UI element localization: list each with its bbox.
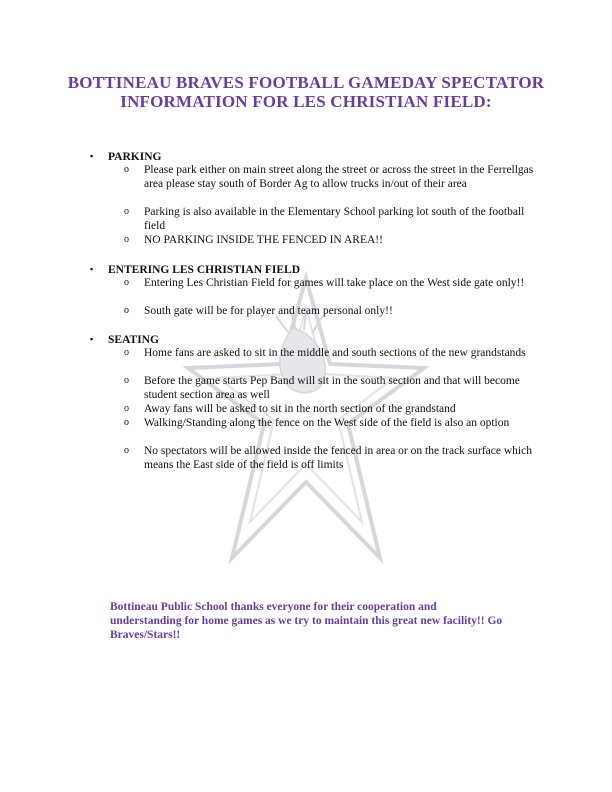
list-item (124, 205, 544, 233)
circle-bullet-icon: o (124, 417, 129, 428)
page-title-line-2: INFORMATION FOR LES CHRISTIAN FIELD: (120, 92, 492, 111)
list-item-text: Walking/Standing along the fence on the West side of the field is also an option (144, 417, 510, 429)
circle-bullet-icon: o (124, 164, 129, 175)
section-heading-parking (90, 149, 161, 164)
circle-bullet-icon: o (124, 375, 129, 386)
list-item (124, 402, 544, 416)
list-item (124, 304, 544, 318)
list-item-text: Home fans are asked to sit in the middle and south sections of the new grandstands (144, 347, 526, 359)
list-item (124, 416, 544, 430)
list-item-text: Before the game starts Pep Band will sit in the south section and that will become student section area as well (144, 375, 520, 401)
page-title (40, 73, 572, 111)
list-item-text: No spectators will be allowed inside the fenced in area or on the track surface which means the East side of the field is off limits (144, 445, 532, 471)
circle-bullet-icon: o (124, 277, 129, 288)
list-item-text: Parking is also available in the Elementary School parking lot south of the football field (144, 206, 525, 232)
list-item-text: Away fans will be asked to sit in the north section of the grandstand (144, 403, 456, 415)
circle-bullet-icon: o (124, 403, 129, 414)
list-item-text: South gate will be for player and team personal only!! (144, 305, 393, 317)
section-bullet-icon: ▪ (90, 151, 94, 161)
list-item (124, 163, 544, 191)
list-item-text: NO PARKING INSIDE THE FENCED IN AREA!! (144, 234, 383, 246)
list-item-text: Please park either on main street along the street or across the street in the Ferrellgas area please stay south of Border Ag to allow trucks in/out of their area (144, 164, 534, 190)
closing-note: Bottineau Public School thanks everyone for their cooperation and understanding for home games as we try to maintain this great new facility!! Go Braves/Stars!! (110, 601, 503, 641)
circle-bullet-icon: o (124, 234, 129, 245)
circle-bullet-icon: o (124, 206, 129, 217)
section-heading-entering (90, 262, 300, 277)
circle-bullet-icon: o (124, 445, 129, 456)
list-item (124, 233, 544, 247)
section-heading-label: SEATING (108, 334, 159, 346)
page-title-line-1: BOTTINEAU BRAVES FOOTBALL GAMEDAY SPECTATOR (67, 73, 545, 92)
list-item (124, 374, 544, 402)
list-item (124, 444, 544, 472)
section-bullet-icon: ▪ (90, 264, 94, 274)
circle-bullet-icon: o (124, 347, 129, 358)
list-item (124, 276, 544, 290)
list-item (124, 346, 544, 360)
section-heading-seating (90, 332, 159, 347)
circle-bullet-icon: o (124, 305, 129, 316)
section-bullet-icon: ▪ (90, 334, 94, 344)
list-item-text: Entering Les Christian Field for games will take place on the West side gate only!! (144, 277, 525, 289)
section-heading-label: ENTERING LES CHRISTIAN FIELD (108, 264, 301, 276)
section-heading-label: PARKING (108, 151, 162, 163)
